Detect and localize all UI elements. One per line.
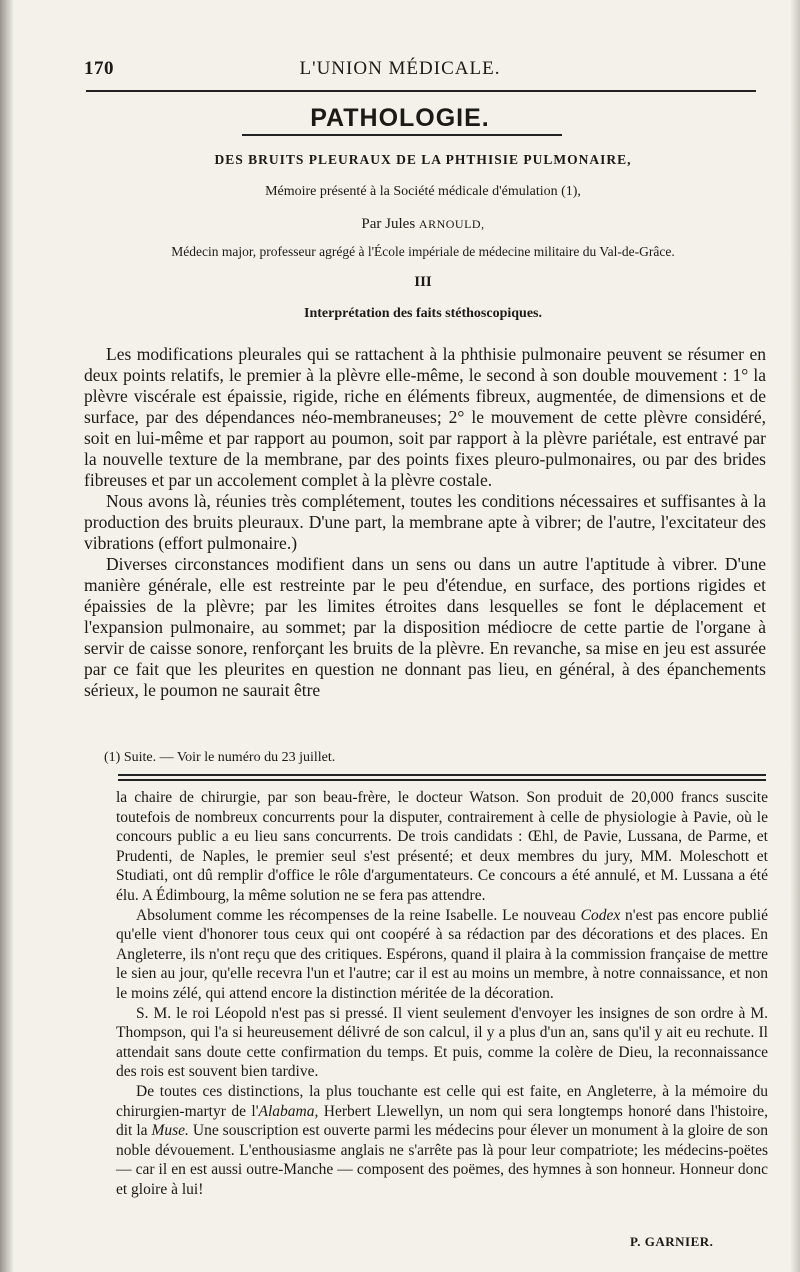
section-numeral: III bbox=[414, 274, 432, 290]
section-title-rule bbox=[242, 134, 562, 136]
header-rule bbox=[86, 90, 756, 92]
author-line bbox=[90, 216, 756, 233]
signature-text: P. GARNIER. bbox=[630, 1234, 714, 1249]
article-body bbox=[84, 344, 766, 701]
memoir-line: Mémoire présenté à la Société médicale d'émulation (1), bbox=[265, 184, 581, 199]
italic-run: Codex bbox=[580, 906, 621, 924]
author-affiliation: Médecin major, professeur agrégé à l'École impériale de médecine militaire du Val-de-Grâce. bbox=[171, 244, 675, 259]
text-run: n'est pas encore publié qu'elle vient d'honorer tous ceux qui ont coopéré à sa rédaction par des décorations et des places. En Angleterre, ils n'ont reçu que des critiques. Espérons, quand il plaira à la commission française de mettre le sien au jour, qu'elle recevra l'un et l'autre; car il est au moins un membre, à notre connaissance, et non le moins zélé, qui attend encore la distinction méritée de la décoration. bbox=[116, 906, 768, 1002]
page-edge-shadow bbox=[790, 0, 800, 1272]
author-name: ARNOULD, bbox=[418, 217, 485, 231]
feuilleton-text bbox=[116, 788, 768, 1199]
journal-title: L'UNION MÉDICALE. bbox=[299, 58, 501, 79]
running-head bbox=[0, 58, 800, 84]
text-run: Une souscription est ouverte parmi les médecins pour élever un monument à la gloire de son noble dévouement. L'enthousiasme anglais ne s'arrête pas là pour leur compatriote; les médecins-poëtes — car il en est aussi outre-Manche — composent des poëmes, des hymnes à son honneur. Honneur donc et gloire à lui! bbox=[116, 1122, 768, 1198]
footnote: (1) Suite. — Voir le numéro du 23 juillet. bbox=[104, 750, 336, 765]
paragraph: Diverses circonstances modifient dans un sens ou dans un autre l'aptitude à vibrer. D'une manière générale, elle est restreinte par le peu d'étendue, en surface, des portions rigides et épaissies de la plèvre; par les limites étroites dans lesquelles se font le déplacement et l'expansion pulmonaire, au sommet; par la disposition médiocre de cette partie de l'organe à servir de caisse sonore, renforçant les bruits de la plèvre. En revanche, sa mise en jeu est assurée par ce fait que les pleurites en question ne donnant pas lieu, en général, à des épanchements sérieux, le poumon ne saurait être bbox=[84, 554, 766, 700]
paragraph bbox=[116, 906, 768, 1004]
signature bbox=[630, 1234, 713, 1251]
italic-run: Muse. bbox=[151, 1122, 189, 1140]
section-title: PATHOLOGIE. bbox=[310, 104, 490, 132]
feuilleton-separator-rule bbox=[118, 779, 766, 781]
feuilleton-separator-rule bbox=[118, 774, 766, 776]
article-title: DES BRUITS PLEURAUX DE LA PHTHISIE PULMONAIRE, bbox=[214, 152, 632, 167]
paragraph: Les modifications pleurales qui se rattachent à la phthisie pulmonaire peuvent se résumer en deux points relatifs, le premier à la plèvre elle-même, le second à son double mouvement : 1° la plèvre viscérale est épaissie, rigide, riche en éléments fibreux, augmentée, de dimensions et de surface, par des dépendances néo-membraneuses; 2° le mouvement de cette plèvre considéré, soit en lui-même et par rapport au poumon, soit par rapport à la plèvre pariétale, est entravé par la nouvelle texture de la membrane, par des points fixes pleuro-pulmonaires, ou par des brides fibreuses et par un accolement complet à la plèvre costale. bbox=[84, 344, 766, 490]
section-subtitle: Interprétation des faits stéthoscopiques. bbox=[304, 306, 542, 321]
page-gutter-shadow bbox=[0, 0, 14, 1272]
text-run: Herbert Llewellyn, un nom qui sera longtemps honoré dans l'histoire, dit la bbox=[116, 1102, 768, 1140]
paragraph: Nous avons là, réunies très complétement, toutes les conditions nécessaires et suffisantes à la production des bruits pleuraux. D'une part, la membrane apte à vibrer; de l'autre, l'excitateur des vibrations (effort pulmonaire.) bbox=[84, 491, 766, 553]
paragraph: la chaire de chirurgie, par son beau-frère, le docteur Watson. Son produit de 20,000 francs suscite toutefois de nombreux concurrents pour la disputer, contrairement à celle de physiologie à Pavie, où le concours public a eu lieu sans concurrents. De trois candidats : Œhl, de Pavie, Lussana, de Parme, et Prudenti, de Naples, le premier seul s'est présenté; et deux membres du jury, MM. Moleschott et Studiati, ont dû remplir d'office le rôle d'argumentateurs. Ce concours a été annulé, et M. Lussana a été élu. A Édimbourg, la même solution ne se fera pas attendre. bbox=[116, 789, 768, 904]
text-run: Absolument comme les récompenses de la reine Isabelle. Le nouveau bbox=[136, 906, 581, 924]
text-run: De toutes ces distinctions, la plus touchante est celle qui est faite, en Angleterre, à la mémoire du chirurgien-martyr de l' bbox=[116, 1082, 768, 1120]
italic-run: Alabama, bbox=[258, 1102, 319, 1120]
author-prefix: Par Jules bbox=[361, 216, 419, 232]
paragraph bbox=[116, 1082, 768, 1200]
paragraph: S. M. le roi Léopold n'est pas si pressé. Il vient seulement d'envoyer les insignes de son ordre à M. Thompson, qui l'a si heureusement délivré de son calcul, il y a plus d'un an, sans qu'il y ait eu rechute. Il attendait sans doute cette confirmation du temps. Et puis, comme la colère de Dieu, la reconnaissance des rois est souvent bien tardive. bbox=[116, 1004, 768, 1081]
page-number: 170 bbox=[84, 58, 114, 79]
